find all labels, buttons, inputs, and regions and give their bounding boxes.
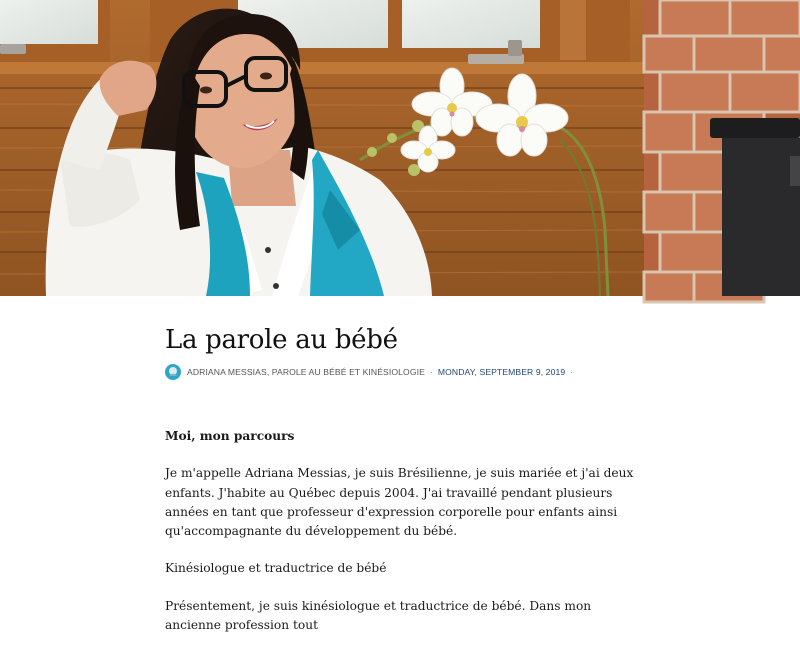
meta-separator: · [429,367,433,377]
content-heading: Moi, mon parcours [165,429,295,443]
post-author-categories-link[interactable]: ADRIANA MESSIAS, PAROLE AU BÉBÉ ET KINÉSIOLOGIE [187,367,425,377]
content-subheading: Kinésiologue et traductrice de bébé [165,561,387,576]
post-content [165,427,645,635]
post-meta [165,363,645,381]
content-paragraph: Présentement, je suis kinésiologue et traductrice de bébé. Dans mon ancienne profession tout [165,598,592,633]
article [165,322,645,653]
post-date-link[interactable]: MONDAY, SEPTEMBER 9, 2019 [437,367,566,377]
content-paragraph: Je m'appelle Adriana Messias, je suis Brésilienne, je suis mariée et j'ai deux enfants. J'habite au Québec depuis 2004. J'ai travaillé pendant plusieurs années en tant que professeur d'expression corporelle pour enfants ainsi qu'accompagnante du développement du bébé. [165,466,634,539]
author-avatar-icon[interactable] [165,364,181,380]
page-title: La parole au bébé [165,325,398,355]
hero-image [0,0,800,296]
meta-separator-trailing: · [570,367,574,377]
